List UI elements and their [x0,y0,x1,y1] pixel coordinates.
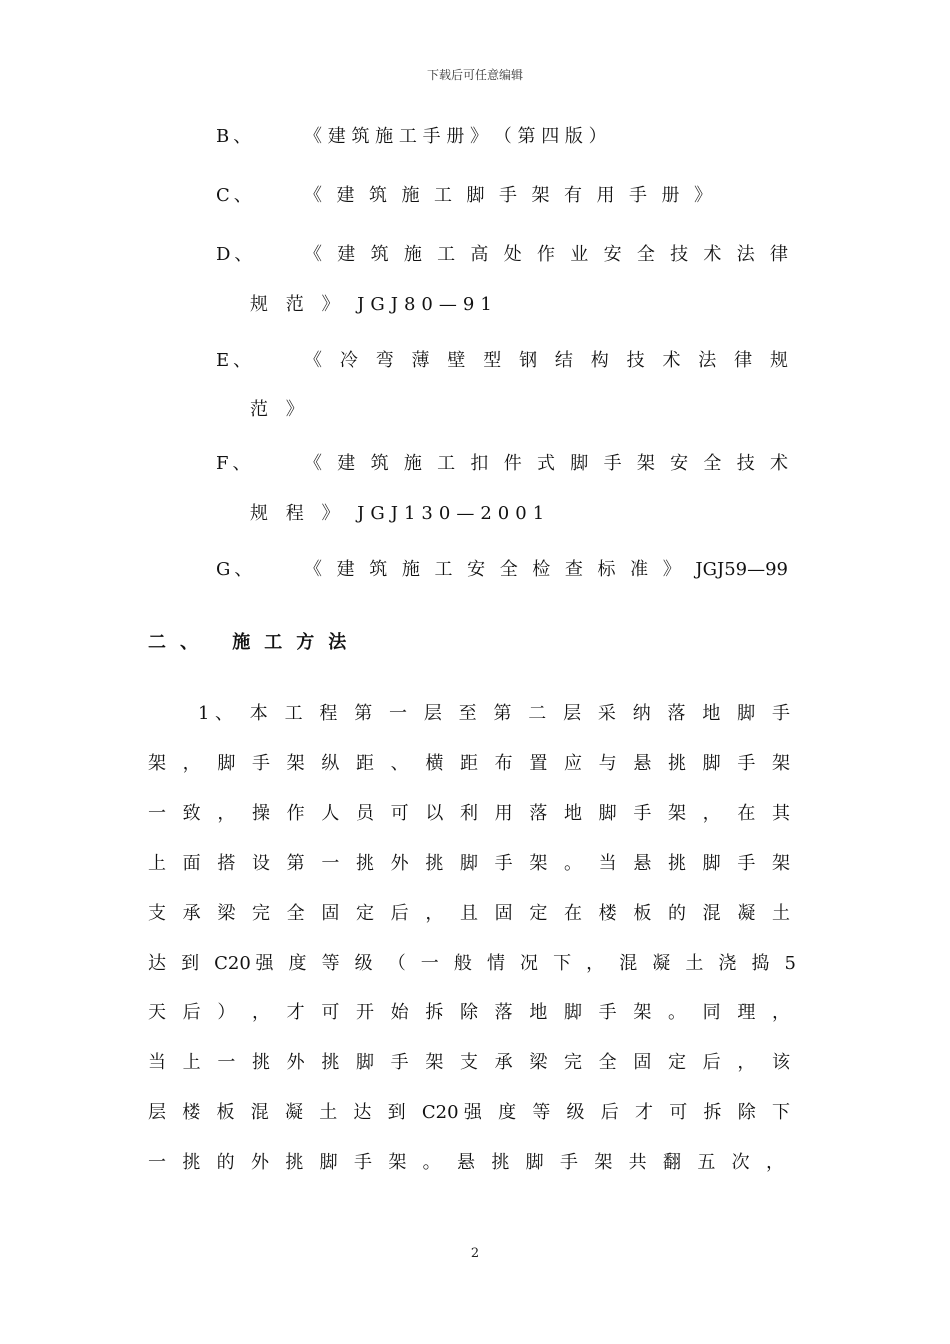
paragraph-line: 1、 本 工 程 第 一 层 至 第 二 层 采 纳 落 地 脚 手 [198,703,790,724]
reference-text: 《 建 筑 施 工 手 册 》 （ 第 四 版 ） [304,126,607,147]
page-number: 2 [470,1246,480,1261]
paragraph-line: 达 到 C20强 度 等 级 （ 一 般 情 况 下 ， 混 凝 土 浇 捣 5 [148,953,796,974]
paragraph-line: 上 面 搭 设 第 一 挑 外 挑 脚 手 架 。 当 悬 挑 脚 手 架 [148,853,790,874]
paragraph-line: 架 ， 脚 手 架 纵 距 、 横 距 布 置 应 与 悬 挑 脚 手 架 [148,753,790,774]
reference-label: D、 [216,244,257,265]
paragraph-line: 支 承 梁 完 全 固 定 后 ， 且 固 定 在 楼 板 的 混 凝 土 [148,903,790,924]
reference-label: G、 [216,559,257,580]
reference-label: C、 [216,185,256,206]
page-header: 下载后可任意编辑 [426,68,523,82]
reference-text: 《 建 筑 施 工 脚 手 架 有 用 手 册 》 [304,185,712,206]
reference-text: 《 建 筑 施 工 安 全 检 查 标 准 》 JGJ59—99 [304,559,788,580]
reference-text: 《 冷 弯 薄 壁 型 钢 结 构 技 术 法 律 规 [304,350,788,371]
reference-label: E、 [216,350,256,371]
reference-label: F、 [216,453,255,474]
paragraph-line: 一 致 ， 操 作 人 员 可 以 利 用 落 地 脚 手 架 ， 在 其 [148,803,790,824]
reference-continuation: 规 范 》 JGJ80—91 [250,294,498,315]
reference-label: B、 [216,126,256,147]
reference-text: 《 建 筑 施 工 扣 件 式 脚 手 架 安 全 技 术 [304,453,788,474]
paragraph-line: 一 挑 的 外 挑 脚 手 架 。 悬 挑 脚 手 架 共 翻 五 次 ， [148,1152,784,1173]
reference-continuation: 范 》 [250,399,310,420]
paragraph-line: 当 上 一 挑 外 挑 脚 手 架 支 承 梁 完 全 固 定 后 ， 该 [148,1052,790,1073]
paragraph-line: 天 后 ） ， 才 可 开 始 拆 除 落 地 脚 手 架 。 同 理 ， [148,1002,790,1023]
reference-text: 《 建 筑 施 工 高 处 作 业 安 全 技 术 法 律 [304,244,788,265]
paragraph-line: 层 楼 板 混 凝 土 达 到 C20强 度 等 级 后 才 可 拆 除 下 [148,1102,790,1123]
reference-continuation: 规 程 》 JGJ130—2001 [250,503,551,524]
section-heading: 二、 施工方法 [148,632,361,653]
